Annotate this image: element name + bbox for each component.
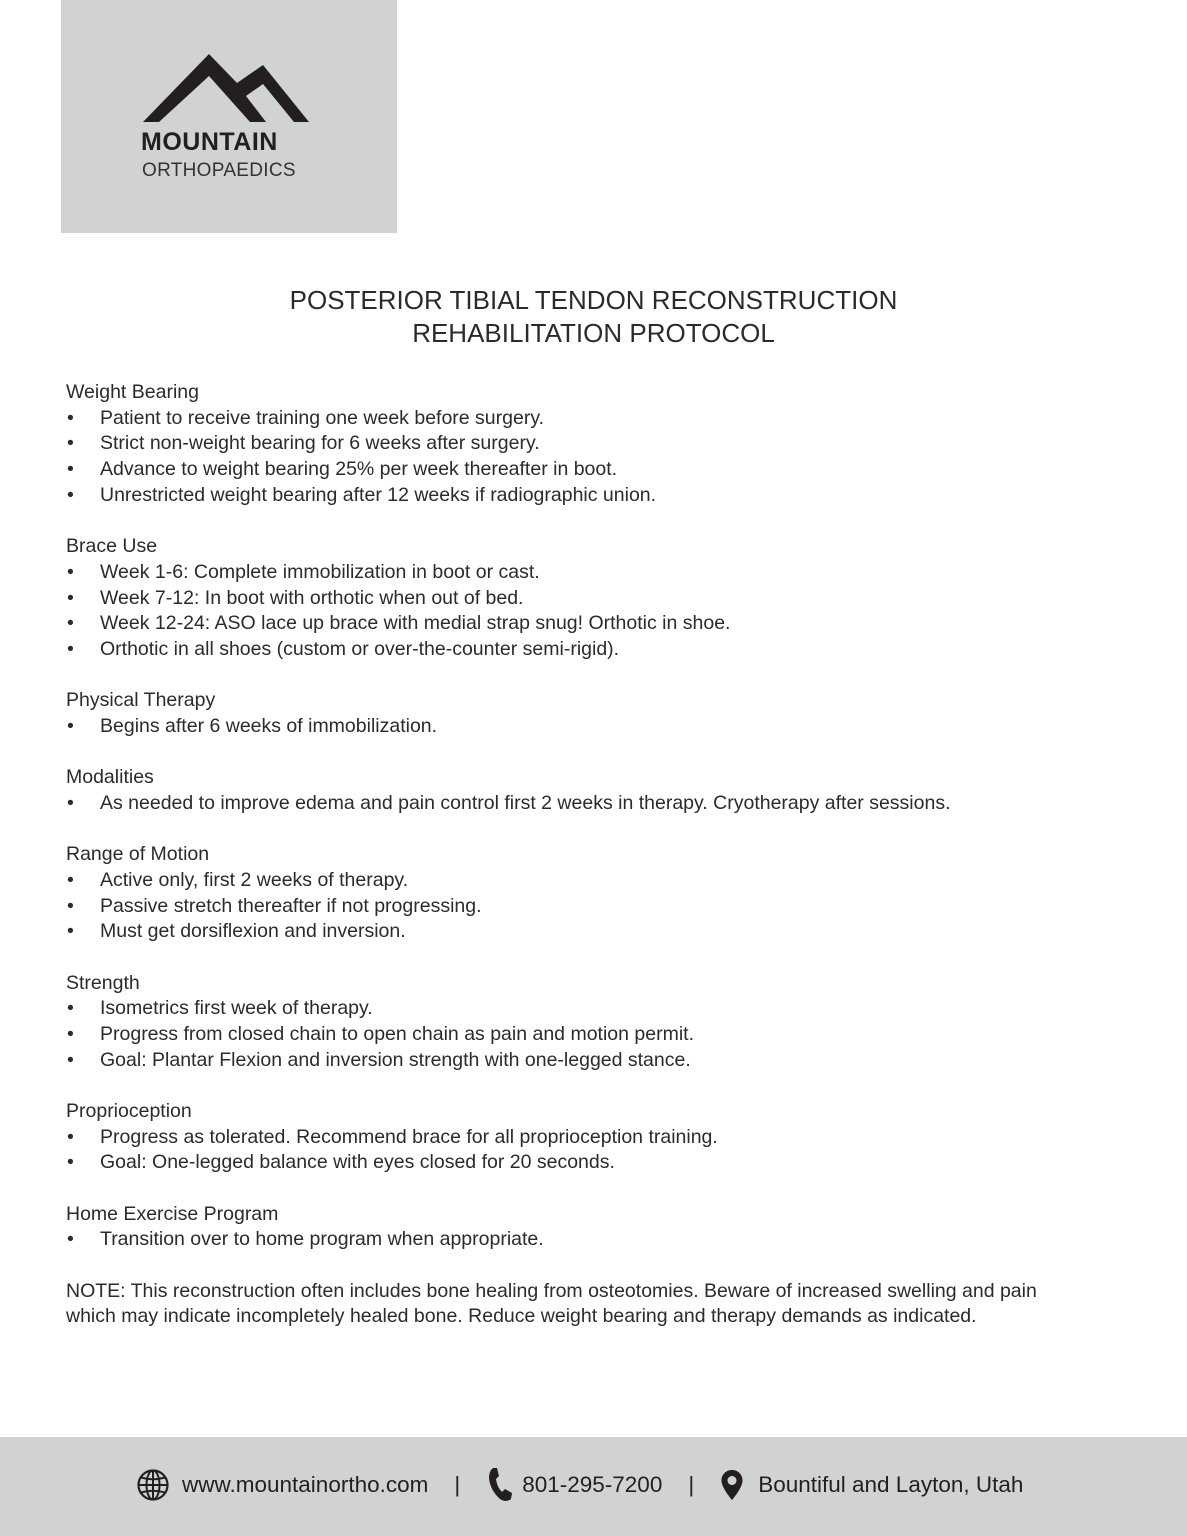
bullet-icon: • [67,791,74,814]
section-heading: Physical Therapy [66,689,216,712]
section-heading: Range of Motion [66,843,210,866]
list-item-text: Isometrics first week of therapy. [100,997,373,1020]
list-item [66,560,1066,586]
protocol-section [66,1099,1066,1176]
bullet-icon: • [67,612,74,635]
list-item-text: Begins after 6 weeks of immobilization. [100,714,438,737]
protocol-section [66,688,1066,739]
list-item-text: Week 7-12: In boot with orthotic when out of bed. [100,586,524,609]
bullet-icon: • [67,920,74,943]
bullet-icon: • [67,997,74,1020]
bullet-icon: • [67,714,74,737]
list-item [66,483,1066,509]
list-item [66,791,1066,817]
list-item [66,894,1066,920]
globe-icon [136,1468,170,1502]
bullet-icon: • [67,586,74,609]
list-item-text: Transition over to home program when appropriate. [100,1228,544,1251]
section-heading: Weight Bearing [66,381,199,403]
section-list [66,1125,1066,1176]
list-item-text: Unrestricted weight bearing after 12 weeks if radiographic union. [100,483,657,506]
footer-separator: | [688,1472,695,1497]
list-item-text: Must get dorsiflexion and inversion. [100,920,406,943]
mountain-logo-icon [143,52,309,122]
footer-separator: | [454,1472,461,1497]
list-item [66,586,1066,612]
list-item [66,1227,1066,1253]
logo-block [61,0,397,233]
list-item-text: Progress as tolerated. Recommend brace for all proprioception training. [100,1125,718,1148]
section-list [66,560,1066,663]
list-item [66,637,1066,663]
section-list [66,1227,1066,1253]
bullet-icon: • [67,637,74,660]
list-item-text: Orthotic in all shoes (custom or over-the-counter semi-rigid). [100,637,620,660]
list-item [66,868,1066,894]
logo-subname: ORTHOPAEDICS [142,160,296,181]
section-list [66,996,1066,1073]
list-item [66,1150,1066,1176]
bullet-icon: • [67,868,74,891]
title-line-2: REHABILITATION PROTOCOL [412,318,775,348]
list-item [66,611,1066,637]
logo-name: MOUNTAIN [141,128,278,156]
section-heading: Proprioception [66,1100,192,1123]
bullet-icon: • [67,1151,74,1174]
list-item [66,431,1066,457]
note-paragraph: NOTE: This reconstruction often includes bone healing from osteotomies. Beware of increased swelling and pain which may indicate incompletely healed bone. Reduce weight bearing and therapy demands as indicated. [66,1279,1037,1328]
list-item [66,714,1066,740]
bullet-icon: • [67,560,74,583]
list-item-text: Progress from closed chain to open chain as pain and motion permit. [100,1023,694,1046]
phone-icon [486,1466,514,1504]
section-heading: Modalities [66,766,154,789]
bullet-icon: • [67,1228,74,1251]
section-heading: Strength [66,971,140,994]
bullet-icon: • [67,1125,74,1148]
list-item [66,1022,1066,1048]
bullet-icon: • [67,458,74,481]
protocol-section [66,1202,1066,1253]
section-heading: Home Exercise Program [66,1202,279,1225]
list-item-text: Passive stretch thereafter if not progressing. [100,894,482,917]
list-item-text: As needed to improve edema and pain control first 2 weeks in therapy. Cryotherapy after sessions. [100,791,951,814]
bullet-icon: • [67,483,74,506]
section-list [66,791,1066,817]
bullet-icon: • [67,432,74,455]
protocol-section [66,534,1066,663]
list-item [66,1048,1066,1074]
list-item-text: Active only, first 2 weeks of therapy. [100,868,409,891]
list-item-text: Week 1-6: Complete immobilization in boot or cast. [100,560,540,583]
protocol-section [66,765,1066,816]
list-item [66,996,1066,1022]
protocol-section [66,380,1066,509]
list-item [66,1125,1066,1151]
list-item-text: Goal: Plantar Flexion and inversion strength with one-legged stance. [100,1048,691,1071]
footer-phone-link[interactable]: 801-295-7200 [522,1472,663,1497]
footer-location: Bountiful and Layton, Utah [758,1472,1024,1497]
footer-website-link[interactable]: www.mountainortho.com [182,1472,429,1497]
list-item-text: Goal: One-legged balance with eyes closed for 20 seconds. [100,1151,615,1174]
list-item-text: Strict non-weight bearing for 6 weeks after surgery. [100,432,540,455]
section-heading: Brace Use [66,535,158,558]
list-item-text: Week 12-24: ASO lace up brace with medial strap snug! Orthotic in shoe. [100,612,731,635]
footer-bar [0,1437,1187,1536]
list-item [66,406,1066,432]
map-pin-icon [720,1469,744,1501]
page-title [0,284,1187,350]
sections-list [66,380,1066,1253]
bullet-icon: • [67,406,74,429]
bullet-icon: • [67,894,74,917]
bullet-icon: • [67,1023,74,1046]
section-list [66,406,1066,509]
title-line-1: POSTERIOR TIBIAL TENDON RECONSTRUCTION [289,285,898,315]
protocol-section [66,971,1066,1074]
section-list [66,714,1066,740]
list-item-text: Patient to receive training one week before surgery. [100,406,545,429]
list-item [66,919,1066,945]
list-item [66,457,1066,483]
protocol-content [66,380,1066,1330]
list-item-text: Advance to weight bearing 25% per week thereafter in boot. [100,458,618,481]
protocol-section [66,842,1066,945]
section-list [66,868,1066,945]
footer-contact [136,1465,1023,1505]
bullet-icon: • [67,1048,74,1071]
